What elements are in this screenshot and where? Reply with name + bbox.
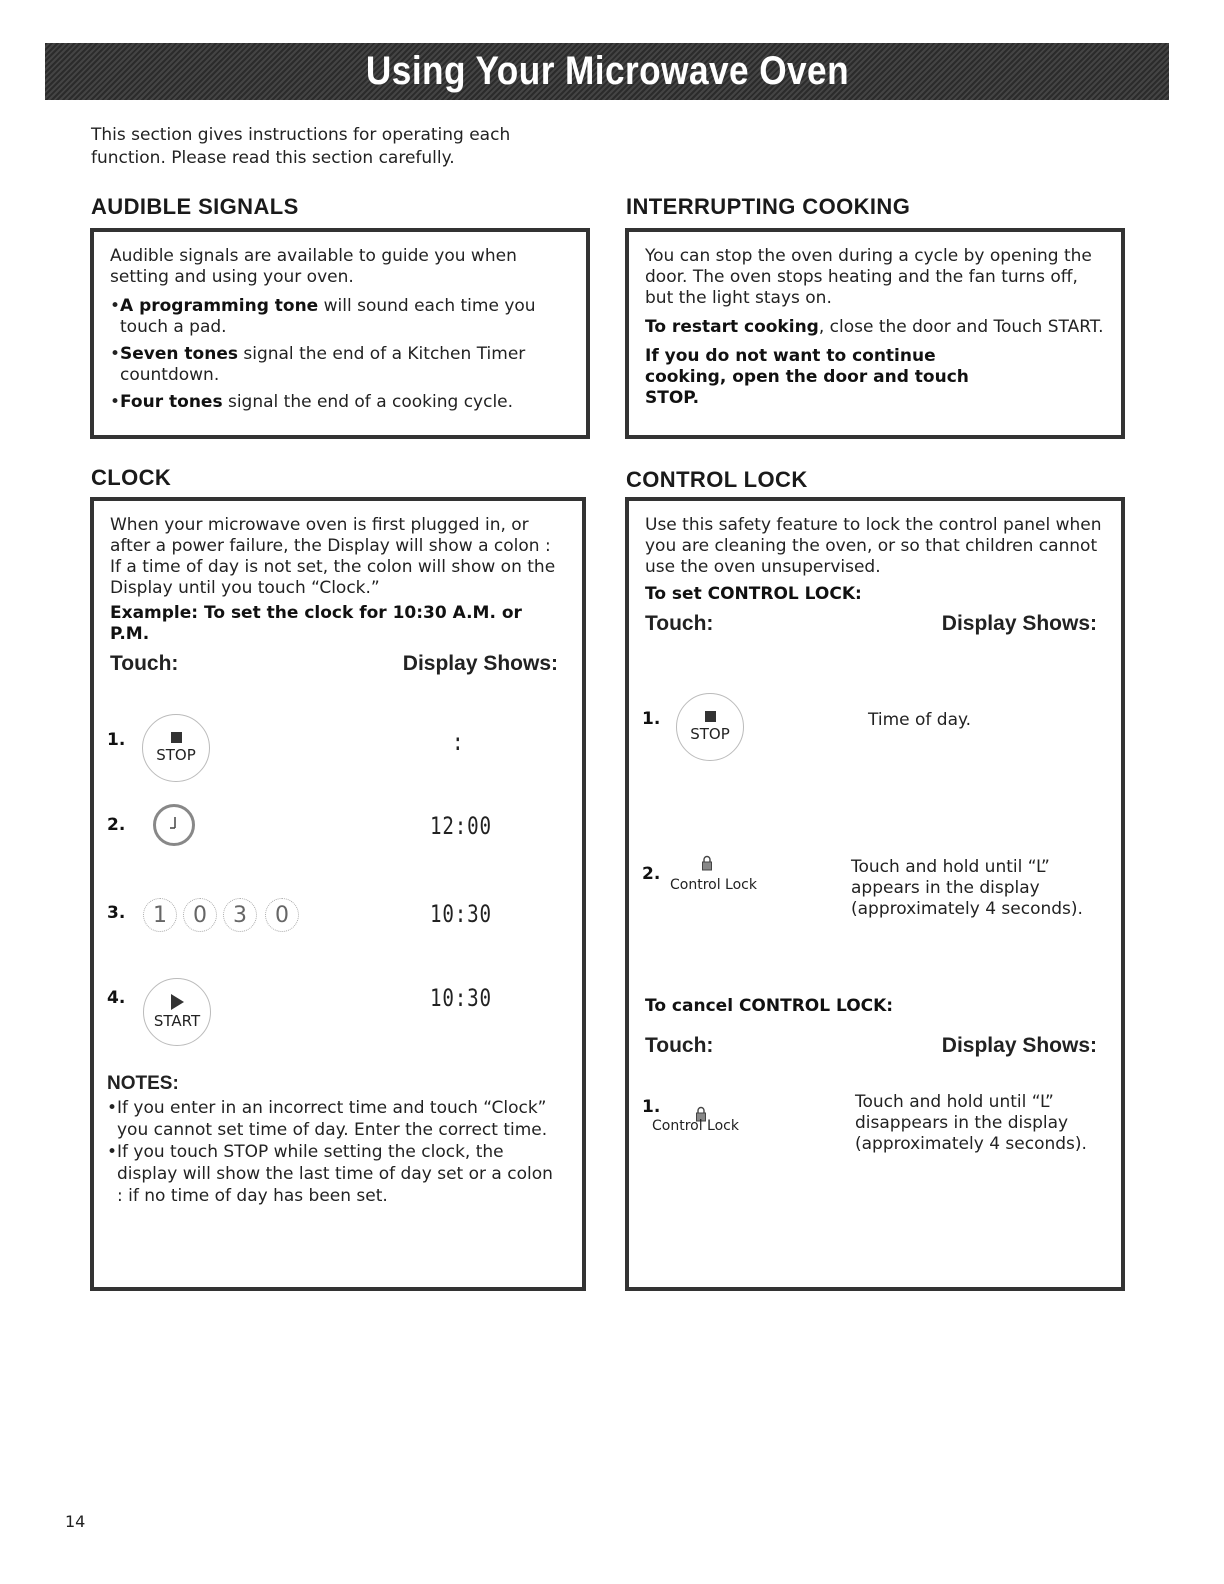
clock-table-header bbox=[110, 653, 566, 674]
control-lock-button[interactable]: Control Lock bbox=[652, 1118, 739, 1134]
digit-label: 3 bbox=[233, 902, 247, 928]
clock-icon bbox=[162, 813, 186, 837]
clock-step-3-num: 3. bbox=[107, 903, 126, 923]
set-control-lock-title: To set CONTROL LOCK: bbox=[645, 584, 862, 604]
interrupting-cooking-box bbox=[625, 228, 1125, 439]
clock-example: Example: To set the clock for 10:30 A.M. or P.M. bbox=[110, 603, 522, 644]
notes-title: NOTES: bbox=[107, 1073, 179, 1094]
display-10-30: 10:30 bbox=[430, 900, 492, 928]
digit-label: 1 bbox=[153, 902, 167, 928]
col-display: Display Shows: bbox=[941, 1034, 1097, 1057]
stop-button[interactable] bbox=[676, 693, 744, 761]
bullet-bold: Four tones bbox=[120, 392, 223, 412]
display-time-of-day: Time of day. bbox=[868, 710, 972, 730]
clock-notes bbox=[107, 1073, 557, 1207]
stop-icon bbox=[705, 711, 716, 722]
control-lock-button[interactable]: Control Lock bbox=[670, 877, 757, 893]
stop-label: STOP bbox=[156, 746, 196, 764]
clock-step-1-num: 1. bbox=[107, 730, 126, 750]
col-display: Display Shows: bbox=[402, 652, 558, 675]
set-step-2-num: 2. bbox=[642, 864, 661, 884]
digit-label: 0 bbox=[193, 902, 207, 928]
bullet-text: signal the end of a Kitchen Timer countdown. bbox=[120, 344, 526, 385]
stop-button[interactable] bbox=[142, 714, 210, 782]
control-lock-body: Use this safety feature to lock the control panel when you are cleaning the oven, or so that children cannot use the oven unsupervised. bbox=[645, 515, 1102, 577]
display-10-30: 10:30 bbox=[430, 984, 492, 1012]
note-text: If you enter in an incorrect time and touch “Clock” you cannot set time of day. Enter the correct time. bbox=[117, 1098, 548, 1140]
col-touch: Touch: bbox=[645, 612, 714, 635]
page-banner bbox=[45, 43, 1169, 100]
cancel-control-lock-title: To cancel CONTROL LOCK: bbox=[645, 996, 894, 1016]
col-display: Display Shows: bbox=[941, 612, 1097, 635]
bullet-item: • Seven tones signal the end of a Kitchen Timer countdown. bbox=[110, 344, 526, 385]
clock-body: When your microwave oven is first plugged in, or after a power failure, the Display will show a colon : If a time of day is not set, the colon will show on the Display until you touch “Clock.” bbox=[110, 515, 556, 598]
clock-button[interactable] bbox=[153, 804, 195, 846]
clock-step-4-num: 4. bbox=[107, 988, 126, 1008]
cancel-bold: If you do not want to continue cooking, open the door and touch STOP. bbox=[645, 346, 969, 408]
note-item: • If you enter in an incorrect time and touch “Clock” you cannot set time of day. Enter the correct time. bbox=[107, 1097, 557, 1141]
set-table-header bbox=[645, 613, 1105, 634]
display-l-disappears: Touch and hold until “L” disappears in the display (approximately 4 seconds). bbox=[855, 1092, 1087, 1154]
lock-icon[interactable] bbox=[701, 855, 713, 871]
display-colon: : bbox=[452, 728, 465, 756]
audible-signals-box bbox=[90, 228, 590, 439]
intro-text: This section gives instructions for operating each function. Please read this section carefully. bbox=[91, 125, 511, 168]
cancel-table-header bbox=[645, 1034, 1105, 1058]
cancel-step-1-num: 1. bbox=[642, 1097, 661, 1117]
start-label: START bbox=[153, 1012, 201, 1030]
set-step-1-num: 1. bbox=[642, 709, 661, 729]
restart-bold: To restart cooking bbox=[645, 317, 819, 337]
bullet-bold: A programming tone bbox=[120, 296, 319, 316]
bullet-text: will sound each time you touch a pad. bbox=[120, 296, 536, 337]
digit-1-button[interactable] bbox=[143, 898, 177, 932]
restart-instruction bbox=[645, 317, 1105, 338]
digit-3-button[interactable] bbox=[223, 898, 257, 932]
interrupting-cooking-title: INTERRUPTING COOKING bbox=[626, 194, 911, 219]
stop-icon bbox=[171, 732, 182, 743]
start-icon bbox=[171, 994, 184, 1010]
digit-0-button[interactable] bbox=[265, 898, 299, 932]
display-12-00: 12:00 bbox=[430, 812, 492, 840]
col-touch: Touch: bbox=[645, 1034, 714, 1057]
page-number: 14 bbox=[65, 1512, 86, 1531]
control-lock-title: CONTROL LOCK bbox=[626, 467, 808, 492]
clock-step-2-num: 2. bbox=[107, 815, 126, 835]
display-l-appears: Touch and hold until “L” appears in the display (approximately 4 seconds). bbox=[851, 857, 1083, 919]
stop-label: STOP bbox=[690, 725, 730, 743]
cancel-control-lock-section bbox=[645, 996, 1105, 1058]
digit-0-button[interactable] bbox=[183, 898, 217, 932]
page-title: Using Your Microwave Oven bbox=[365, 49, 849, 93]
restart-text: , close the door and Touch START. bbox=[818, 317, 1104, 337]
note-item: • If you touch STOP while setting the clock, the display will show the last time of day set or a colon : if no time of day has been set. bbox=[107, 1141, 557, 1207]
bullet-bold: Seven tones bbox=[120, 344, 238, 364]
start-button[interactable] bbox=[143, 978, 211, 1046]
clock-title: CLOCK bbox=[91, 465, 172, 490]
note-text: If you touch STOP while setting the clock, the display will show the last time of day set or a colon : if no time of day has been set. bbox=[117, 1142, 553, 1206]
interrupting-body: You can stop the oven during a cycle by opening the door. The oven stops heating and the fan turns off, but the light stays on. bbox=[645, 246, 1092, 308]
col-touch: Touch: bbox=[110, 652, 179, 675]
digit-label: 0 bbox=[275, 902, 289, 928]
bullet-item: • Four tones signal the end of a cooking cycle. bbox=[110, 392, 514, 412]
bullet-text: signal the end of a cooking cycle. bbox=[222, 392, 514, 412]
audible-signals-title: AUDIBLE SIGNALS bbox=[91, 194, 299, 219]
cancel-instruction bbox=[645, 346, 1005, 409]
bullet-item: • A programming tone will sound each time you touch a pad. bbox=[110, 296, 536, 337]
audible-signals-body: Audible signals are available to guide you when setting and using your oven. bbox=[110, 246, 517, 287]
